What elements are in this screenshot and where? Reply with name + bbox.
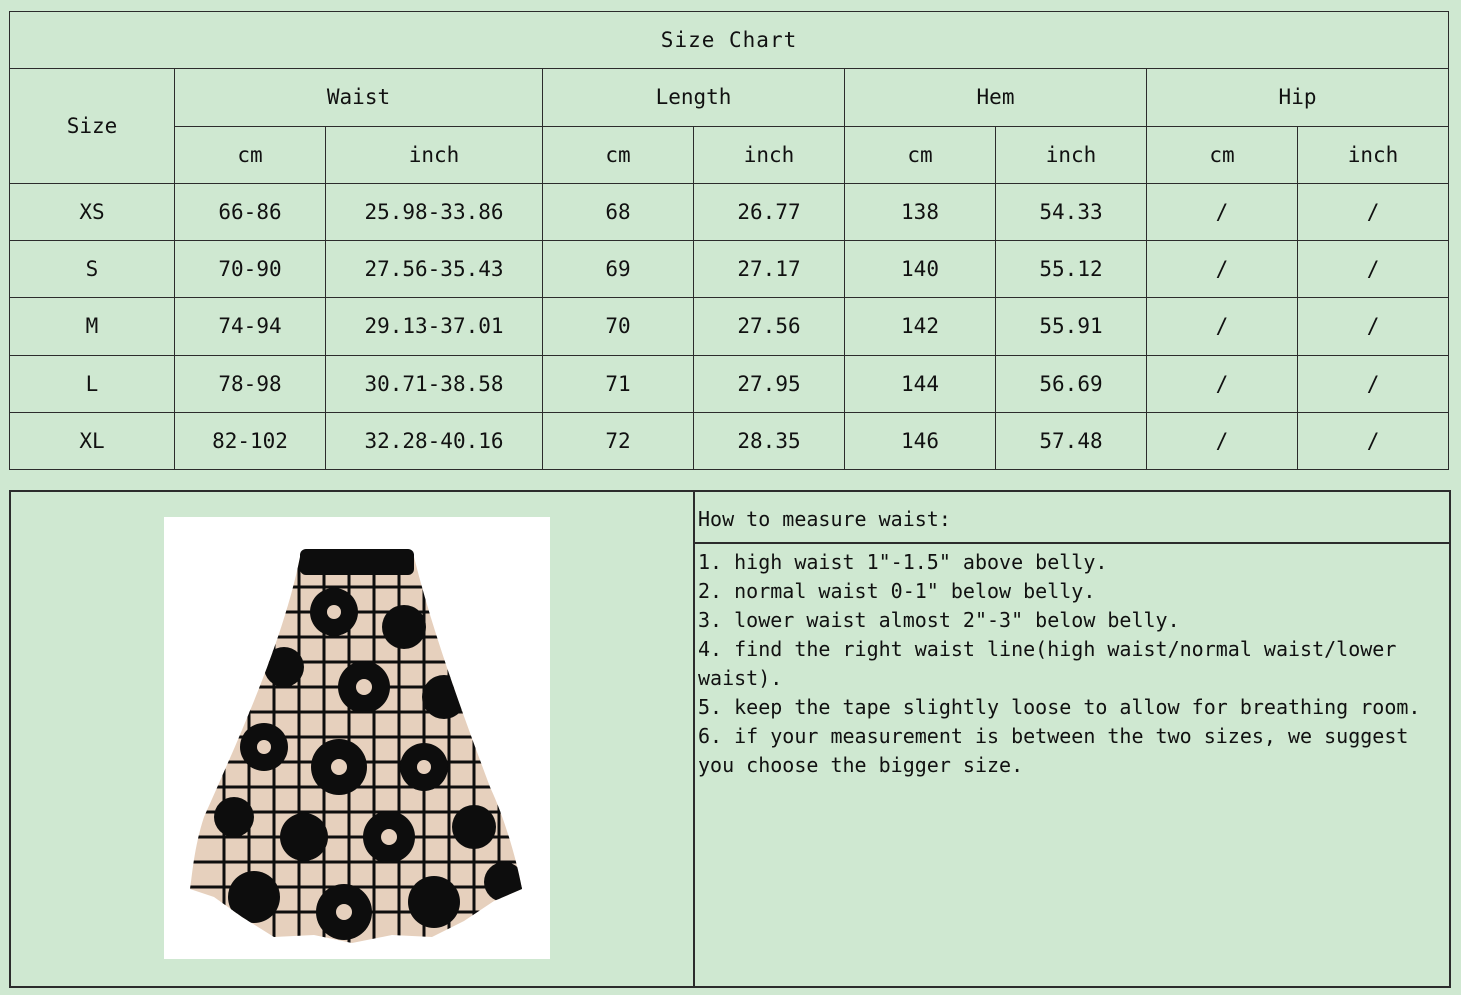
- size-cell: XL: [10, 412, 175, 469]
- measure-guide-heading: How to measure waist:: [695, 492, 1449, 544]
- table-row: [10, 355, 1449, 412]
- hem-inch-cell: 57.48: [996, 412, 1147, 469]
- hip-cm-header: cm: [1147, 126, 1298, 183]
- waist-cm-cell: 74-94: [175, 298, 326, 355]
- length-inch-header: inch: [694, 126, 845, 183]
- lace-skirt-photo-icon: [164, 517, 550, 959]
- measure-guide-text: [695, 492, 1449, 986]
- length-inch-cell: 26.77: [694, 183, 845, 240]
- measure-steps-list: [695, 544, 1449, 780]
- hip-group-header: Hip: [1147, 69, 1449, 126]
- waist-inch-header: inch: [326, 126, 543, 183]
- hem-cm-header: cm: [845, 126, 996, 183]
- hem-cm-cell: 146: [845, 412, 996, 469]
- measure-guide-panel: [9, 490, 1451, 988]
- list-item: 3. lower waist almost 2"-3" below belly.: [698, 608, 1180, 632]
- size-column-header: Size: [10, 69, 175, 184]
- hip-inch-cell: /: [1298, 241, 1449, 298]
- waist-inch-cell: 30.71-38.58: [326, 355, 543, 412]
- waist-inch-cell: 29.13-37.01: [326, 298, 543, 355]
- table-row: [10, 412, 1449, 469]
- list-item: 6. if your measurement is between the two sizes, we suggest you choose the bigger size.: [698, 724, 1421, 777]
- waist-cm-cell: 66-86: [175, 183, 326, 240]
- waist-inch-cell: 32.28-40.16: [326, 412, 543, 469]
- length-cm-cell: 68: [543, 183, 694, 240]
- hip-cm-cell: /: [1147, 355, 1298, 412]
- hem-cm-cell: 138: [845, 183, 996, 240]
- group-header-row: [10, 69, 1449, 126]
- waist-cm-cell: 70-90: [175, 241, 326, 298]
- length-inch-cell: 28.35: [694, 412, 845, 469]
- size-cell: L: [10, 355, 175, 412]
- table-row: [10, 241, 1449, 298]
- product-photo-pane: [11, 492, 695, 986]
- waist-cm-header: cm: [175, 126, 326, 183]
- table-row: [10, 183, 1449, 240]
- waist-inch-cell: 25.98-33.86: [326, 183, 543, 240]
- table-row: [10, 298, 1449, 355]
- waist-group-header: Waist: [175, 69, 543, 126]
- size-cell: M: [10, 298, 175, 355]
- unit-header-row: [10, 126, 1449, 183]
- hem-group-header: Hem: [845, 69, 1147, 126]
- hip-inch-cell: /: [1298, 412, 1449, 469]
- hip-inch-cell: /: [1298, 298, 1449, 355]
- list-item: 4. find the right waist line(high waist/normal waist/lower waist).: [698, 637, 1409, 690]
- size-chart-title: Size Chart: [10, 12, 1449, 69]
- waist-inch-cell: 27.56-35.43: [326, 241, 543, 298]
- size-cell: XS: [10, 183, 175, 240]
- hem-inch-cell: 56.69: [996, 355, 1147, 412]
- waist-cm-cell: 82-102: [175, 412, 326, 469]
- size-cell: S: [10, 241, 175, 298]
- hip-inch-cell: /: [1298, 355, 1449, 412]
- hem-cm-cell: 140: [845, 241, 996, 298]
- hip-cm-cell: /: [1147, 298, 1298, 355]
- hem-cm-cell: 144: [845, 355, 996, 412]
- hip-inch-cell: /: [1298, 183, 1449, 240]
- hip-cm-cell: /: [1147, 241, 1298, 298]
- length-inch-cell: 27.17: [694, 241, 845, 298]
- list-item: 2. normal waist 0-1" below belly.: [698, 579, 1096, 603]
- length-cm-cell: 72: [543, 412, 694, 469]
- waist-cm-cell: 78-98: [175, 355, 326, 412]
- hem-inch-header: inch: [996, 126, 1147, 183]
- length-inch-cell: 27.95: [694, 355, 845, 412]
- length-group-header: Length: [543, 69, 845, 126]
- length-cm-header: cm: [543, 126, 694, 183]
- hem-cm-cell: 142: [845, 298, 996, 355]
- product-photo: [164, 517, 550, 959]
- hem-inch-cell: 55.91: [996, 298, 1147, 355]
- hip-cm-cell: /: [1147, 412, 1298, 469]
- list-item: 1. high waist 1"-1.5" above belly.: [698, 550, 1108, 574]
- length-cm-cell: 70: [543, 298, 694, 355]
- hip-inch-header: inch: [1298, 126, 1449, 183]
- list-item: 5. keep the tape slightly loose to allow for breathing room.: [698, 695, 1421, 719]
- length-inch-cell: 27.56: [694, 298, 845, 355]
- size-chart-table: [9, 11, 1449, 470]
- length-cm-cell: 71: [543, 355, 694, 412]
- length-cm-cell: 69: [543, 241, 694, 298]
- hem-inch-cell: 55.12: [996, 241, 1147, 298]
- hip-cm-cell: /: [1147, 183, 1298, 240]
- size-chart-title-row: [10, 12, 1449, 69]
- hem-inch-cell: 54.33: [996, 183, 1147, 240]
